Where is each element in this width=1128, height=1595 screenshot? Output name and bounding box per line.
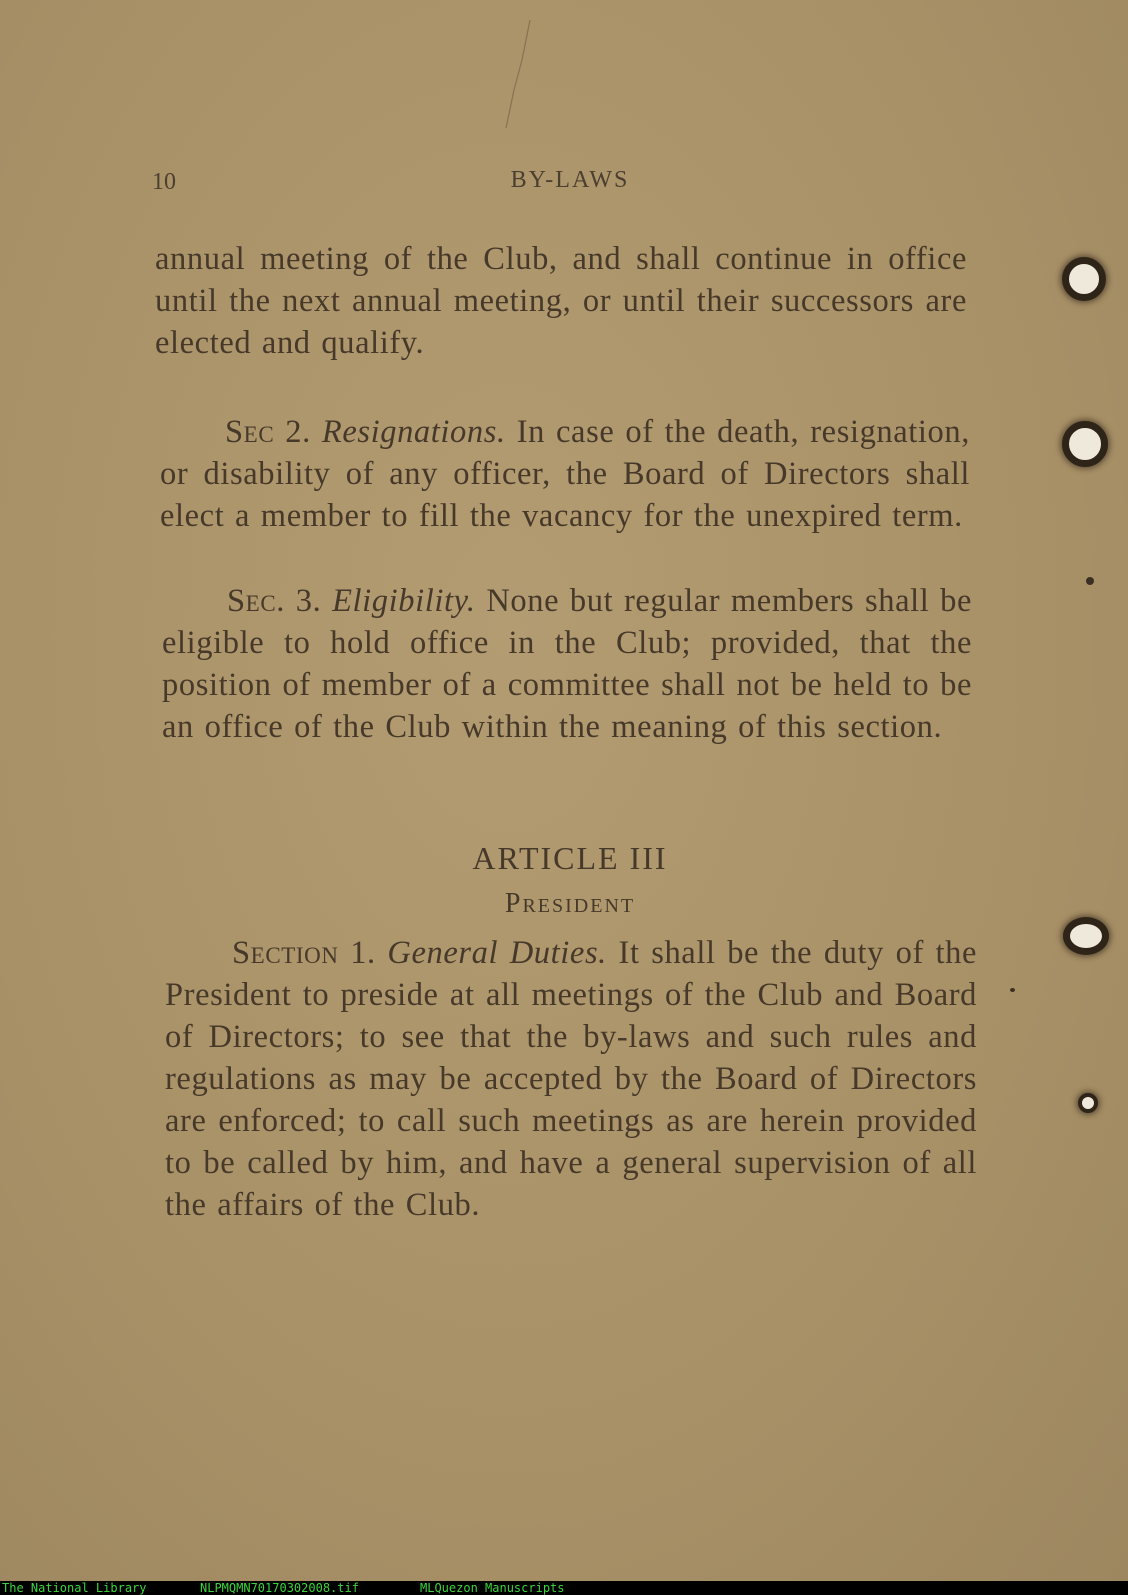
running-head: BY-LAWS [510, 167, 630, 193]
section-text: It shall be the duty of the President to preside at all meetings of the Club and Board of Directors; to see that the by-laws and such rules and regulations as may be accepted by the Board of Directors are enforced; to call such meetings as are herein provided to be called by him, and have a general supervision of all the affairs of the Club. [165, 935, 978, 1223]
section-label: Section 1. [232, 935, 376, 971]
section-2-paragraph [160, 411, 970, 537]
section-1-paragraph [165, 932, 977, 1226]
section-label: Sec. 3. [227, 583, 322, 619]
ink-speck [1086, 577, 1094, 585]
section-3-paragraph [162, 580, 972, 748]
page-number: 10 [152, 169, 176, 195]
article-title: President [504, 888, 636, 919]
section-text: In case of the death, resignation, or disability of any officer, the Board of Directors shall elect a member to fill the vacancy for the unexpired term. [160, 414, 970, 534]
binding-hole-4 [1078, 1093, 1098, 1113]
binding-hole-1 [1062, 257, 1106, 301]
paper-crease [500, 20, 540, 130]
ink-speck [1010, 988, 1015, 992]
section-text: None but regular members shall be eligible to hold office in the Club; provided, that the position of member of a committee shall not be held to be an office of the Club within the meaning of this section. [162, 583, 972, 745]
footer-filename: NLPMQMN70170302008.tif [200, 1581, 359, 1595]
scan-footer-bar [0, 1581, 1128, 1595]
paragraph-continuation [155, 238, 967, 364]
section-label: Sec 2. [225, 414, 311, 450]
section-title: Resignations. [321, 414, 506, 450]
paragraph-text: annual meeting of the Club, and shall continue in office until the next annual meeting, or until their successors are elected and qualify. [155, 241, 967, 361]
article-heading: ARTICLE III [472, 840, 668, 876]
section-title: Eligibility. [332, 583, 476, 619]
footer-library: The National Library [2, 1581, 147, 1595]
binding-hole-3 [1063, 917, 1109, 955]
footer-collection: MLQuezon Manuscripts [420, 1581, 565, 1595]
binding-hole-2 [1062, 421, 1108, 467]
section-title: General Duties. [387, 935, 607, 971]
